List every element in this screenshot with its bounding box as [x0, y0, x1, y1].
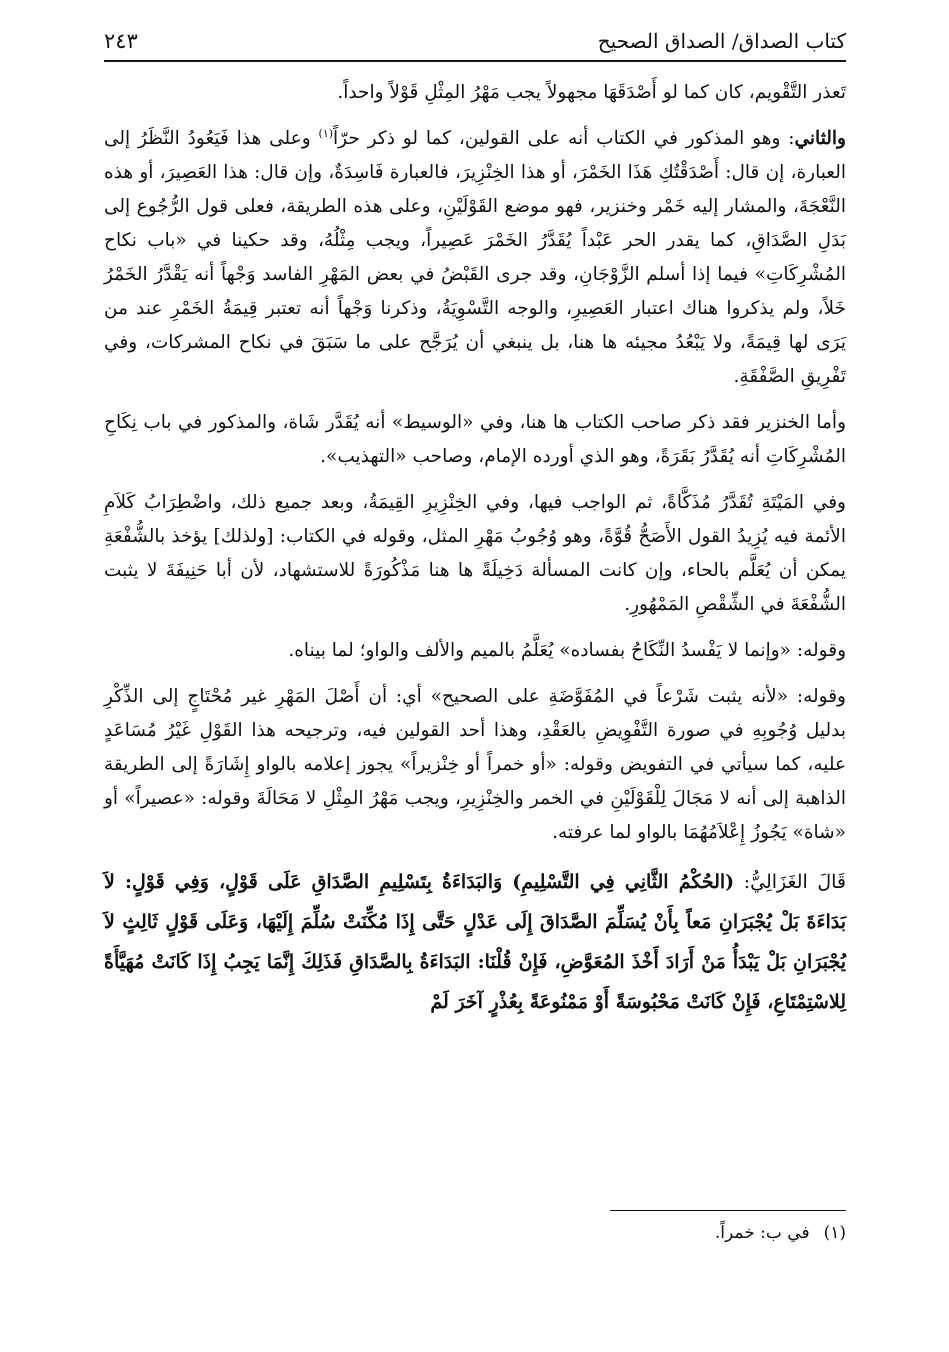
paragraph-text: وعلى هذا فَيَعُودُ النَّظَرُ إلى العبارة، إن قال: أَصْدَقْتُكِ هَذَا الخَمْرَ، أو هذا الخِنْزِيرَ، فالعبارة فَاسِدَةٌ، وإن قال: هذا العَصِيرَ، أو هذه النَّعْجَةَ، والمشار إليه خَمْر وخنزير، فهو موضع القَوْلَيْنِ، وعلى هذه الطريقة، فعلى قول الرُّجُوع إلى بَدَلِ الصَّدَاقِ، كما يقدر الحر عَبْداً يُقَدَّرُ الخَمْرَ عَصِيراً، ويجب مِثْلُهُ، وقد حكينا في «باب نكاح المُشْرِكَاتِ» فيما إذا أسلم الزَّوْجَانِ، وقد جرى القَبْضُ في بعض المَهْرِ الفاسد وَجْهاً أنه يَقْدَّرُ الخَمْرُ خَلاً، ولم يذكروا هناك اعتبار العَصِيرِ، والوجه التَّسْوِيَةُ، وذكرنا وَجْهاً أنه تعتبر قِيمَةُ الخَمْرِ عند من يَرَى لها قِيمَةً، ولا يَبْعُدُ مجيئه ها هنا، بل ينبغي أن يُرَجَّح على ما سَبَقَ في نكاح المشركات، وفي تَفْرِيقِ الصَّفْقَةِ.	[104, 128, 846, 387]
page-number: ٢٤٣	[104, 29, 138, 53]
paragraph	[104, 406, 846, 474]
paragraph-text: وقوله: «وإنما لا يَفْسدُ النِّكَاحُ بفساده» يُعَلَّمُ بالميم والألف والواو؛ لما بيناه.	[288, 640, 846, 661]
footnote-divider	[610, 1210, 846, 1211]
header-divider	[104, 60, 846, 62]
paragraph-text: : وهو المذكور في الكتاب أنه على القولين، كما لو ذكر حرّاً	[333, 128, 795, 149]
main-text: (الحُكْمُ الثَّانِي فِي التَّسْلِيمِ) وَالبَدَاءَةُ بِتَسْلِيمِ الصَّدَاقِ عَلَى قَوْلٍ، وَفِي قَوْلٍ: لاَ بَدَاءَةَ بَلْ يُجْبَرَانِ مَعاً بِأَنْ يُسَلِّمَ الصَّدَاقَ إِلَى عَدْلٍ حَتَّى إِذَا مُكِّنَتْ سُلِّمَ إِلَيْهَا، وَعَلَى قَوْلٍ ثَالِثٍ لاَ يُجْبَرَانِ بَلْ يَبْدَأُ مَنْ أَرَادَ أَخْذَ المُعَوَّضِ، فَإِنْ قُلْنَا: البَدَاءَةُ بِالصَّدَاقِ فَذَلِكَ إِنَّمَا يَجِبُ إِذَا كَانَتْ مُهَيَّأَةً لِلاسْتِمْتَاعِ، فَإِنْ كَانَتْ مَحْبُوسَةً أَوْ مَمْنُوعَةً بِعُذْرٍ آخَرَ لَمْ	[104, 871, 846, 1013]
main-text-block	[104, 862, 846, 1022]
paragraph	[104, 486, 846, 622]
paragraph-text: وأما الخنزير فقد ذكر صاحب الكتاب ها هنا، وفي «الوسيط» أنه يُقَدَّر شَاة، والمذكور في باب نِكَاحِ المُشْرِكَاتِ أنه يُقَدَّرُ بَقَرَةً، وهو الذي أورده الإمام، وصاحب «التهذيب».	[104, 412, 846, 467]
paragraph	[104, 122, 846, 394]
footnote-marker: (١)	[318, 126, 334, 140]
footnote-text: في ب: خمراً.	[714, 1223, 810, 1243]
page-header	[104, 24, 846, 58]
commentary-text	[104, 76, 846, 850]
paragraph-text: وقوله: «لأنه يثبت شَرْعاً في المُفَوَّضَةِ على الصحيح» أي: أن أَصْلَ المَهْرِ غير مُحْتَاجٍ إلى الذِّكْرِ بدليل وُجُوبِهِ في صورة التَّفْوِيضِ بالعَقْدِ، وهذا أحد القولين فيه، وترجيحه هذا القَوْلِ غَيْرُ مُسَاعَدٍ عليه، كما سيأتي في التفويض وقوله: «أو خمراً أو خِنْزيراً» يجوز إعلامه بالواو إِشَارَةً إلى الطريقة الذاهبة إلى أنه لا مَجَالَ لِلْقَوْلَيْنِ في الخمر والخِنْزِيرِ، ويجب مَهْرُ المِثْلِ لا مَحَالَةَ وقوله: «عصيراً» أو «شاة» يَجُوزُ إِعْلاَمُهُمَا بالواو لما عرفته.	[104, 686, 846, 843]
running-title: كتاب الصداق/ الصداق الصحيح	[597, 29, 846, 53]
footnote	[715, 1220, 846, 1246]
paragraph-lead: والثاني	[794, 128, 846, 149]
main-text-intro: قَالَ الغَزَالِيُّ:	[734, 871, 846, 893]
paragraph-text: وفي المَيْتَةِ تُقَدَّرُ مُذَكَّاةً، ثم الواجب فيها، وفي الخِنْزِيرِ القِيمَةُ، وبعد جميع ذلك، واضْطِرَابُ كَلاَمِ الأئمة فيه يُزِيدُ القول الأَصَحُّ قُوَّةً، وهو وُجُوبُ مَهْرِ المثل، وقوله في الكتاب: [ولذلك] يؤخذ بالشُّفْعَةِ يمكن أن يُعَلَّم بالحاء، وإن كانت المسألة دَخِيلَةً ها هنا مَذْكُورَةً للاستشهاد، لأن أبا حَنِيفَةَ لا يثبت الشُّفْعَةَ في الشِّقْصِ المَمْهُورِ.	[104, 492, 846, 615]
paragraph-text: تَعذر التَّقْويم، كان كما لو أَصْدَقَهَا مجهولاً يجب مَهْرُ المِثْلِ قَوْلاً واحداً.	[337, 82, 846, 103]
paragraph	[104, 634, 846, 668]
paragraph	[104, 680, 846, 850]
book-page	[104, 24, 846, 1324]
footnote-number: (١)	[823, 1223, 846, 1243]
paragraph	[104, 76, 846, 110]
